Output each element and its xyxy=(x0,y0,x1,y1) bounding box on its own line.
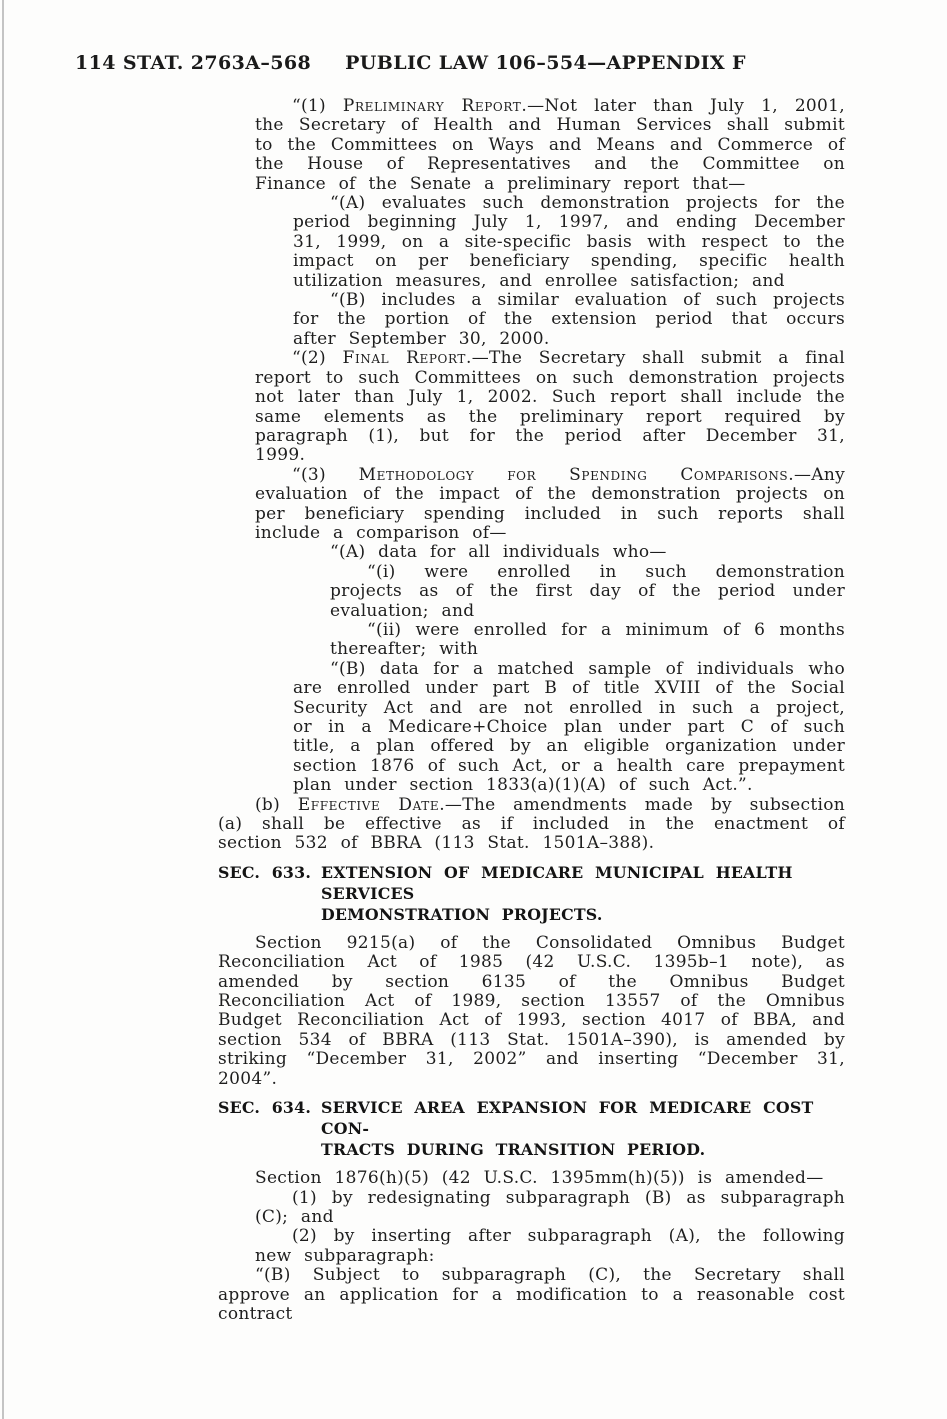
page-header xyxy=(75,52,746,74)
paragraph-sec633-body: Section 9215(a) of the Consolidated Omnibus Budget Reconciliation Act of 1985 (42 U.S.C. 1395b–1 note), as amended by section 6135 of the Omnibus Budget Reconciliation Act of 1989, section 13557 of the Omnibus Budget Reconciliation Act of 1993, section 4017 of BBA, and section 534 of BBRA (113 Stat. 1501A–390), is amended by striking “December 31, 2002” and inserting “December 31, 2004”. xyxy=(218,932,845,1089)
stat-citation: 114 STAT. 2763A–568 xyxy=(75,52,312,74)
small-caps-caption: Effective Date xyxy=(297,794,440,815)
paragraph-lead: “(1) xyxy=(292,96,343,116)
paragraph-sec634-2: (2) by inserting after subparagraph (A), the following new subparagraph: xyxy=(255,1226,845,1266)
paragraph-effective-date xyxy=(218,796,845,854)
small-caps-caption: Methodology for Spending Comparisons xyxy=(358,464,789,485)
paragraph-3B: “(B) data for a matched sample of individuals who are enrolled under part B of title XVIII of the Social Security Act and are not enrolled in such a project, or in a Medicare+Choice plan under part C of such title, a plan offered by an eligible organization under section 1876 of such Act, or a health care prepayment plan under section 1833(a)(1)(A) of such Act.”. xyxy=(293,658,845,796)
section-number: SEC. 633. xyxy=(218,862,312,882)
section-title-line: SERVICE AREA EXPANSION FOR MEDICARE COST CON- xyxy=(321,1098,814,1139)
section-number: SEC. 634. xyxy=(218,1098,312,1118)
paragraph-3A-i: “(i) were enrolled in such demonstration projects as of the first day of the period under evaluation; and xyxy=(330,561,845,621)
paragraph-rest: .—Not later than July 1, 2001, the Secretary of Health and Human Services shall submit to the Committees on Ways and Means and Commerce of the House of Representatives and the Committee on Finance of the Senate a preliminary report that— xyxy=(255,96,845,194)
paragraph-lead: “(2) xyxy=(292,348,343,369)
small-caps-caption: Final Report xyxy=(342,348,466,369)
paragraph-rest: .—The Secretary shall submit a final report to such Committees on such demonstration projects not later than July 1, 2002. Such report shall include the same elements as the preliminary report required by paragraph (1), but for the period after December 31, 1999. xyxy=(255,348,845,466)
paragraph-methodology xyxy=(255,466,845,544)
paragraph-3A-ii: “(ii) were enrolled for a minimum of 6 months thereafter; with xyxy=(330,619,845,660)
section-title-line: EXTENSION OF MEDICARE MUNICIPAL HEALTH SERVICES xyxy=(321,862,793,903)
paragraph-lead: (b) xyxy=(255,794,298,815)
law-citation: PUBLIC LAW 106–554—APPENDIX F xyxy=(345,52,746,74)
statute-body xyxy=(218,97,845,1324)
paragraph-preliminary-report xyxy=(255,97,845,194)
paragraph-3A: “(A) data for all individuals who— xyxy=(330,542,667,563)
paragraph-sec634-quoted-B: “(B) Subject to subparagraph (C), the Secretary shall approve an application for a modification to a reasonable cost contract xyxy=(218,1265,845,1324)
paragraph-final-report xyxy=(255,349,845,465)
paragraph-sec634-intro: Section 1876(h)(5) (42 U.S.C. 1395mm(h)(5)) is amended— xyxy=(255,1168,824,1189)
paragraph-1A: “(A) evaluates such demonstration projects for the period beginning July 1, 1997, and ending December 31, 1999, on a site-specific basis with respect to the impact on per beneficiary spending, specific health utilization measures, and enrollee satisfaction; and xyxy=(293,193,845,291)
paragraph-sec634-1: (1) by redesignating subparagraph (B) as subparagraph (C); and xyxy=(255,1187,845,1227)
small-caps-caption: Preliminary Report xyxy=(342,96,522,116)
section-title-line: DEMONSTRATION PROJECTS. xyxy=(321,904,603,924)
section-title xyxy=(321,1097,845,1160)
scan-edge-line xyxy=(2,0,4,1419)
section-title-line: TRACTS DURING TRANSITION PERIOD. xyxy=(321,1140,706,1160)
paragraph-lead: “(3) xyxy=(292,464,359,485)
section-title xyxy=(321,862,845,925)
paragraph-1B: “(B) includes a similar evaluation of such projects for the portion of the extension period that occurs after September 30, 2000. xyxy=(293,290,845,349)
paragraph-rest: .—Any evaluation of the impact of the demonstration projects on per beneficiary spending included in such reports shall include a comparison of— xyxy=(255,464,845,543)
section-634-heading xyxy=(218,1097,845,1160)
section-633-heading xyxy=(218,862,845,925)
paragraph-rest: .—The amendments made by subsection (a) shall be effective as if included in the enactment of section 532 of BBRA (113 Stat. 1501A–388). xyxy=(218,794,845,854)
